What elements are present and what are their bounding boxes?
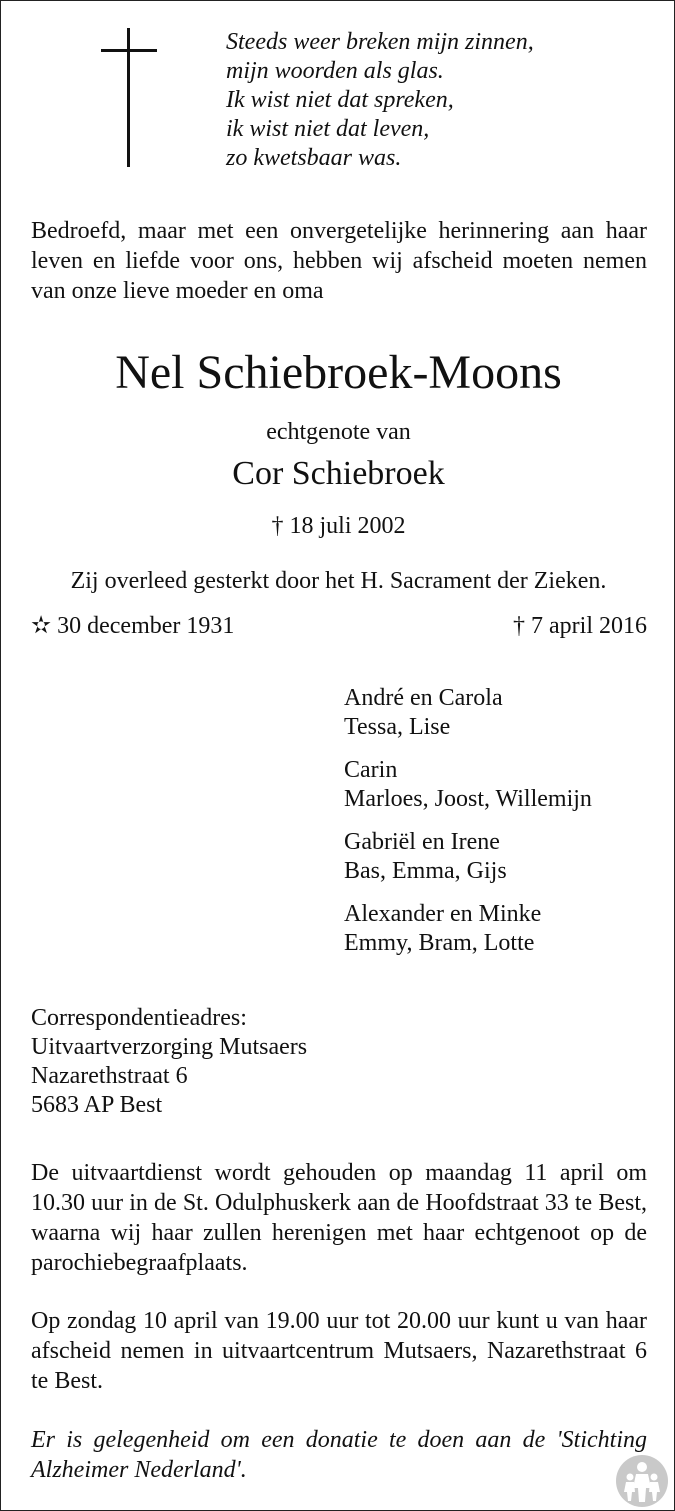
poem-line: ik wist niet dat leven, [226, 116, 430, 142]
address-line: Correspondentieadres: [31, 1005, 247, 1031]
funeral-text: De uitvaartdienst wordt gehouden op maandag 11 april om 10.30 uur in de St. Odulphuskerk aan de Hoofdstraat 33 te Best, waarna wij haar zullen herenigen met haar echtgenoot op de parochiebegraafplaats. [31, 1160, 647, 1276]
family-children: Tessa, Lise [344, 714, 451, 740]
correspondence-address [31, 1004, 307, 1120]
family-list [344, 684, 592, 972]
family-children: Bas, Emma, Gijs [344, 858, 507, 884]
family-group [344, 756, 592, 814]
spouse-label: echtgenote van [266, 419, 411, 445]
family-children: Marloes, Joost, Willemijn [344, 786, 592, 812]
poem-line: Ik wist niet dat spreken, [226, 87, 454, 113]
family-names: André en Carola [344, 685, 503, 711]
poem-line: mijn woorden als glas. [226, 58, 444, 84]
birth-date: ✫ 30 december 1931 [31, 613, 235, 639]
sacrament-text: Zij overleed gesterkt door het H. Sacrament der Zieken. [70, 568, 607, 594]
family-group [344, 828, 592, 886]
intro-text: Bedroefd, maar met een onvergetelijke herinnering aan haar leven en liefde voor ons, hebben wij afscheid moeten nemen van onze lieve moeder en oma [31, 218, 647, 304]
spouse-death-date: † 18 juli 2002 [271, 513, 406, 539]
address-line: Nazarethstraat 6 [31, 1063, 188, 1089]
death-date: † 7 april 2016 [513, 613, 647, 639]
donation-text: Er is gelegenheid om een donatie te doen aan de 'Stichting Alzheimer Nederland'. [31, 1427, 647, 1483]
address-line: Uitvaartverzorging Mutsaers [31, 1034, 308, 1060]
address-line: 5683 AP Best [31, 1092, 163, 1118]
family-group [344, 900, 592, 958]
family-names: Gabriël en Irene [344, 829, 500, 855]
memorial-figures-logo-icon [616, 1455, 668, 1507]
family-group [344, 684, 592, 742]
family-names: Carin [344, 757, 398, 783]
poem-line: Steeds weer breken mijn zinnen, [226, 29, 534, 55]
cross-icon-bar [101, 49, 157, 52]
deceased-name: Nel Schiebroek-Moons [115, 346, 562, 399]
poem [226, 28, 534, 173]
viewing-text: Op zondag 10 april van 19.00 uur tot 20.00 uur kunt u van haar afscheid nemen in uitvaartcentrum Mutsaers, Nazarethstraat 6 te Best. [31, 1308, 647, 1394]
family-children: Emmy, Bram, Lotte [344, 930, 535, 956]
spouse-name: Cor Schiebroek [232, 455, 445, 492]
poem-line: zo kwetsbaar was. [226, 145, 402, 171]
family-names: Alexander en Minke [344, 901, 542, 927]
